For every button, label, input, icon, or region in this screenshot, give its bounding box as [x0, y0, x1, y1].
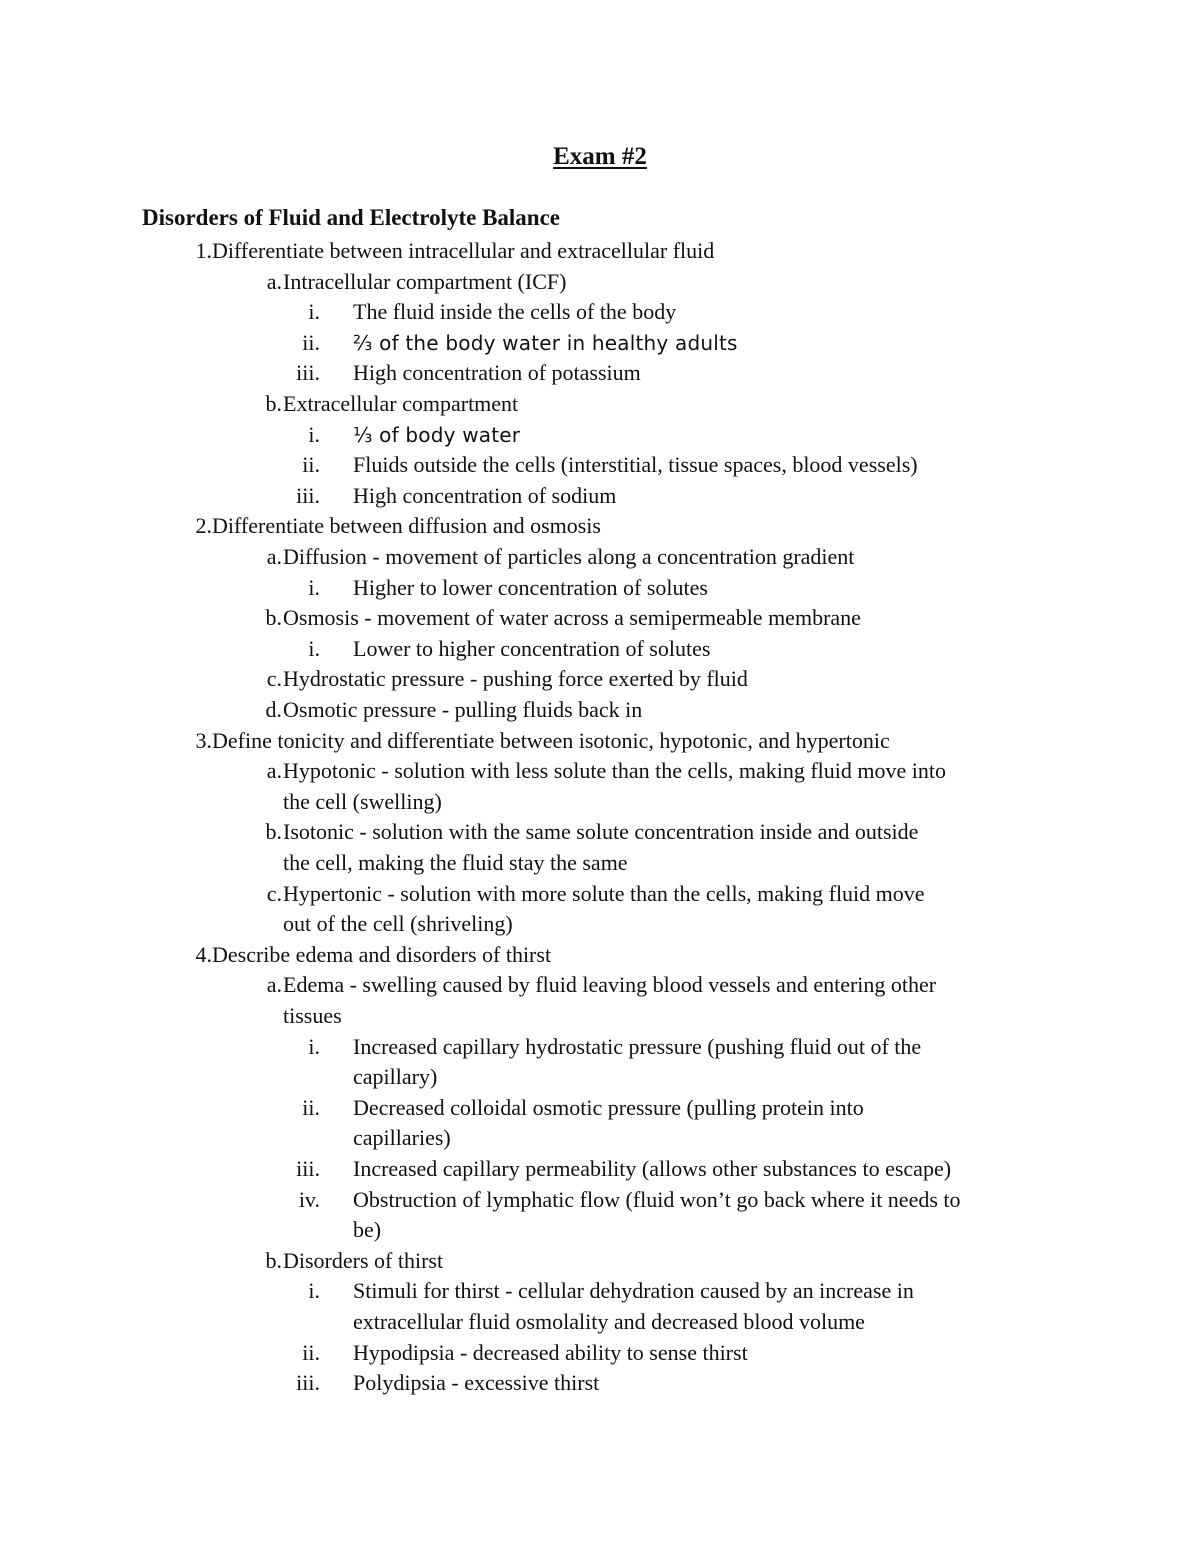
- list-marker: iii.: [296, 1156, 320, 1181]
- list-item-text: ⅔ of the body water in healthy adults: [353, 330, 738, 355]
- list-marker: 1.: [195, 238, 212, 263]
- list-marker: a.: [266, 268, 282, 294]
- outline-item: [0, 1093, 1200, 1124]
- outline-item: [0, 817, 1200, 848]
- outline-item: [0, 1185, 1200, 1216]
- list-item-text: tissues: [283, 1003, 342, 1028]
- outline-item: [0, 358, 1200, 389]
- list-item-text: capillary): [353, 1064, 438, 1090]
- list-item-text: Extracellular compartment: [283, 391, 519, 416]
- outline-item: [0, 420, 1200, 451]
- list-item-text: Polydipsia - excessive thirst: [353, 1370, 600, 1396]
- list-marker: ii.: [302, 1094, 320, 1120]
- list-marker: 3.: [195, 727, 212, 753]
- outline-item: [0, 236, 1200, 267]
- list-item-text: Differentiate between diffusion and osmosis: [212, 513, 601, 539]
- outline-item: [0, 787, 1200, 818]
- list-marker: b.: [265, 605, 282, 631]
- list-marker: ii.: [302, 329, 320, 355]
- list-item-text: Obstruction of lymphatic flow (fluid won’t go back where it needs to: [353, 1186, 961, 1212]
- list-item-text: the cell (swelling): [283, 788, 442, 814]
- outline-item: [0, 603, 1200, 634]
- list-item-text: Osmotic pressure - pulling fluids back in: [283, 697, 643, 722]
- outline-item: [0, 573, 1200, 604]
- list-item-text: Hydrostatic pressure - pushing force exerted by fluid: [283, 666, 748, 692]
- outline-item: [0, 1368, 1200, 1399]
- list-item-text: Increased capillary permeability (allows other substances to escape): [353, 1156, 952, 1181]
- list-item-text: Decreased colloidal osmotic pressure (pulling protein into: [353, 1094, 864, 1120]
- outline-item: [0, 970, 1200, 1001]
- list-marker: c.: [266, 666, 282, 692]
- outline-item: [0, 267, 1200, 298]
- list-item-text: Disorders of thirst: [283, 1247, 444, 1273]
- list-marker: i.: [308, 574, 320, 600]
- outline-item: [0, 542, 1200, 573]
- list-item-text: Fluids outside the cells (interstitial, tissue spaces, blood vessels): [353, 452, 918, 478]
- list-item-text: Define tonicity and differentiate between isotonic, hypotonic, and hypertonic: [212, 727, 890, 753]
- list-item-text: Stimuli for thirst - cellular dehydration caused by an increase in: [353, 1278, 914, 1304]
- outline-item: [0, 848, 1200, 879]
- outline-item: [0, 1307, 1200, 1338]
- outline-item: [0, 664, 1200, 695]
- list-item-text: Hypotonic - solution with less solute than the cells, making fluid move into: [283, 758, 946, 784]
- list-marker: b.: [265, 391, 282, 416]
- list-marker: d.: [265, 697, 282, 722]
- outline-item: [0, 450, 1200, 481]
- list-marker: c.: [266, 880, 282, 906]
- outline-item: [0, 1001, 1200, 1032]
- list-item-text: Osmosis - movement of water across a semipermeable membrane: [283, 605, 861, 631]
- list-item-text: Describe edema and disorders of thirst: [212, 941, 552, 967]
- list-marker: iv.: [298, 1186, 320, 1212]
- list-item-text: Edema - swelling caused by fluid leaving blood vessels and entering other: [283, 972, 937, 998]
- list-item-text: Intracellular compartment (ICF): [283, 268, 567, 294]
- list-marker: b.: [265, 819, 282, 845]
- list-marker: ii.: [302, 452, 320, 478]
- outline-item: [0, 1215, 1200, 1246]
- outline-item: [0, 389, 1200, 420]
- list-marker: a.: [266, 758, 282, 784]
- list-item-text: Increased capillary hydrostatic pressure (pushing fluid out of the: [353, 1033, 922, 1059]
- outline-item: [0, 940, 1200, 971]
- list-item-text: extracellular fluid osmolality and decreased blood volume: [353, 1309, 865, 1334]
- outline-item: [0, 726, 1200, 757]
- list-marker: iii.: [296, 1370, 320, 1396]
- list-item-text: The fluid inside the cells of the body: [353, 299, 677, 325]
- list-item-text: Differentiate between intracellular and extracellular fluid: [212, 238, 715, 263]
- outline-item: [0, 1338, 1200, 1369]
- outline-item: [0, 297, 1200, 328]
- list-item-text: capillaries): [353, 1125, 451, 1151]
- list-marker: i.: [308, 1278, 320, 1304]
- list-marker: iii.: [296, 360, 320, 386]
- list-item-text: Hypodipsia - decreased ability to sense thirst: [353, 1339, 748, 1365]
- list-marker: i.: [308, 635, 320, 661]
- list-marker: ii.: [302, 1339, 320, 1365]
- outline-item: [0, 1246, 1200, 1277]
- list-marker: a.: [266, 544, 282, 569]
- outline-item: [0, 756, 1200, 787]
- list-item-text: out of the cell (shriveling): [283, 911, 513, 937]
- list-marker: i.: [308, 1033, 320, 1059]
- list-marker: 2.: [195, 513, 212, 539]
- outline-item: [0, 1032, 1200, 1063]
- outline-item: [0, 1154, 1200, 1185]
- list-item-text: Hypertonic - solution with more solute than the cells, making fluid move: [283, 880, 925, 906]
- outline-item: [0, 695, 1200, 726]
- list-item-text: Lower to higher concentration of solutes: [353, 635, 711, 661]
- list-item-text: be): [353, 1217, 382, 1243]
- list-marker: a.: [266, 972, 282, 998]
- list-item-text: Diffusion - movement of particles along a concentration gradient: [283, 544, 855, 569]
- list-item-text: High concentration of sodium: [353, 482, 617, 508]
- list-marker: b.: [265, 1247, 282, 1273]
- outline-item: [0, 328, 1200, 359]
- list-item-text: High concentration of potassium: [353, 360, 641, 386]
- outline-item: [0, 1062, 1200, 1093]
- list-item-text: ⅓ of body water: [353, 422, 521, 447]
- list-item-text: Isotonic - solution with the same solute concentration inside and outside: [283, 819, 919, 845]
- section-heading: Disorders of Fluid and Electrolyte Balance: [142, 205, 561, 230]
- outline-item: [0, 1123, 1200, 1154]
- outline-item: [0, 511, 1200, 542]
- outline-item: [0, 481, 1200, 512]
- outline-item: [0, 1276, 1200, 1307]
- list-marker: i.: [308, 421, 320, 447]
- page-title: Exam #2: [553, 143, 647, 170]
- outline-item: [0, 909, 1200, 940]
- list-item-text: the cell, making the fluid stay the same: [283, 850, 628, 875]
- outline-item: [0, 879, 1200, 910]
- list-marker: 4.: [195, 941, 212, 967]
- list-marker: iii.: [296, 482, 320, 508]
- list-item-text: Higher to lower concentration of solutes: [353, 574, 708, 600]
- list-marker: i.: [308, 299, 320, 325]
- outline-item: [0, 634, 1200, 665]
